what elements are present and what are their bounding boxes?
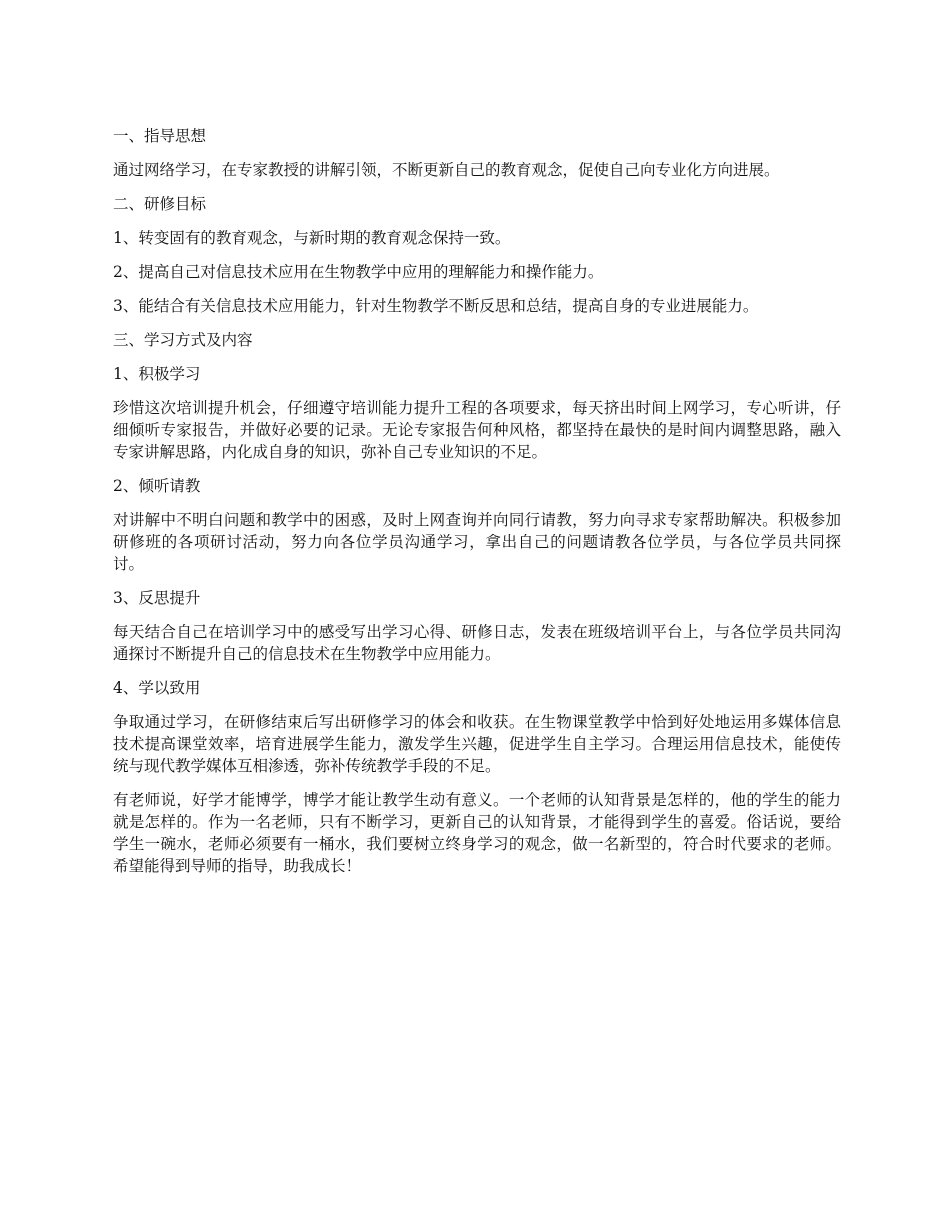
paragraph-apply-learning: 争取通过学习，在研修结束后写出研修学习的体会和收获。在生物课堂教学中恰到好处地运用多媒体信息技术提高课堂效率，培育进展学生能力，激发学生兴趣，促进学生自主学习。合理运用信息技术，能使传统与现代教学媒体互相渗透，弥补传统教学手段的不足。: [113, 713, 841, 775]
subheading-reflect-and-improve: 3、反思提升: [113, 589, 201, 607]
paragraph-active-learning: 珍惜这次培训提升机会，仔细遵守培训能力提升工程的各项要求，每天挤出时间上网学习，专心听讲，仔细倾听专家报告，并做好必要的记录。无论专家报告何种风格，都坚持在最快的是时间内调整思路，融入专家讲解思路，内化成自身的知识，弥补自己专业知识的不足。: [113, 399, 841, 461]
section-heading-guiding-ideology: 一、指导思想: [113, 127, 207, 145]
paragraph-listen-and-ask: 对讲解中不明白问题和教学中的困惑，及时上网查询并向同行请教，努力向寻求专家帮助解决。积极参加研修班的各项研讨活动，努力向各位学员沟通学习，拿出自己的问题请教各位学员，与各位学员共同探讨。: [113, 511, 841, 573]
paragraph-conclusion: 有老师说，好学才能博学，博学才能让教学生动有意义。一个老师的认知背景是怎样的，他的学生的能力就是怎样的。作为一名老师，只有不断学习，更新自己的认知背景，才能得到学生的喜爱。俗话说，要给学生一碗水，老师必须要有一桶水，我们要树立终身学习的观念，做一名新型的，符合时代要求的老师。希望能得到导师的指导，助我成长！: [113, 791, 841, 875]
goal-item-1: 1、转变固有的教育观念，与新时期的教育观念保持一致。: [113, 229, 511, 247]
goal-item-2: 2、提高自己对信息技术应用在生物教学中应用的理解能力和操作能力。: [113, 263, 604, 281]
subheading-active-learning: 1、积极学习: [113, 365, 201, 383]
paragraph-guiding-ideology: 通过网络学习，在专家教授的讲解引领，不断更新自己的教育观念，促使自己向专业化方向进展。: [113, 161, 780, 179]
goal-item-3: 3、能结合有关信息技术应用能力，针对生物教学不断反思和总结，提高自身的专业进展能力。: [113, 297, 759, 315]
document-body: [113, 125, 841, 889]
subheading-apply-learning: 4、学以致用: [113, 679, 201, 697]
section-heading-training-goals: 二、研修目标: [113, 195, 207, 213]
section-heading-learning-methods: 三、学习方式及内容: [113, 331, 253, 349]
paragraph-reflect-and-improve: 每天结合自己在培训学习中的感受写出学习心得、研修日志，发表在班级培训平台上，与各位学员共同沟通探讨不断提升自己的信息技术在生物教学中应用能力。: [113, 623, 841, 663]
subheading-listen-and-ask: 2、倾听请教: [113, 477, 201, 495]
